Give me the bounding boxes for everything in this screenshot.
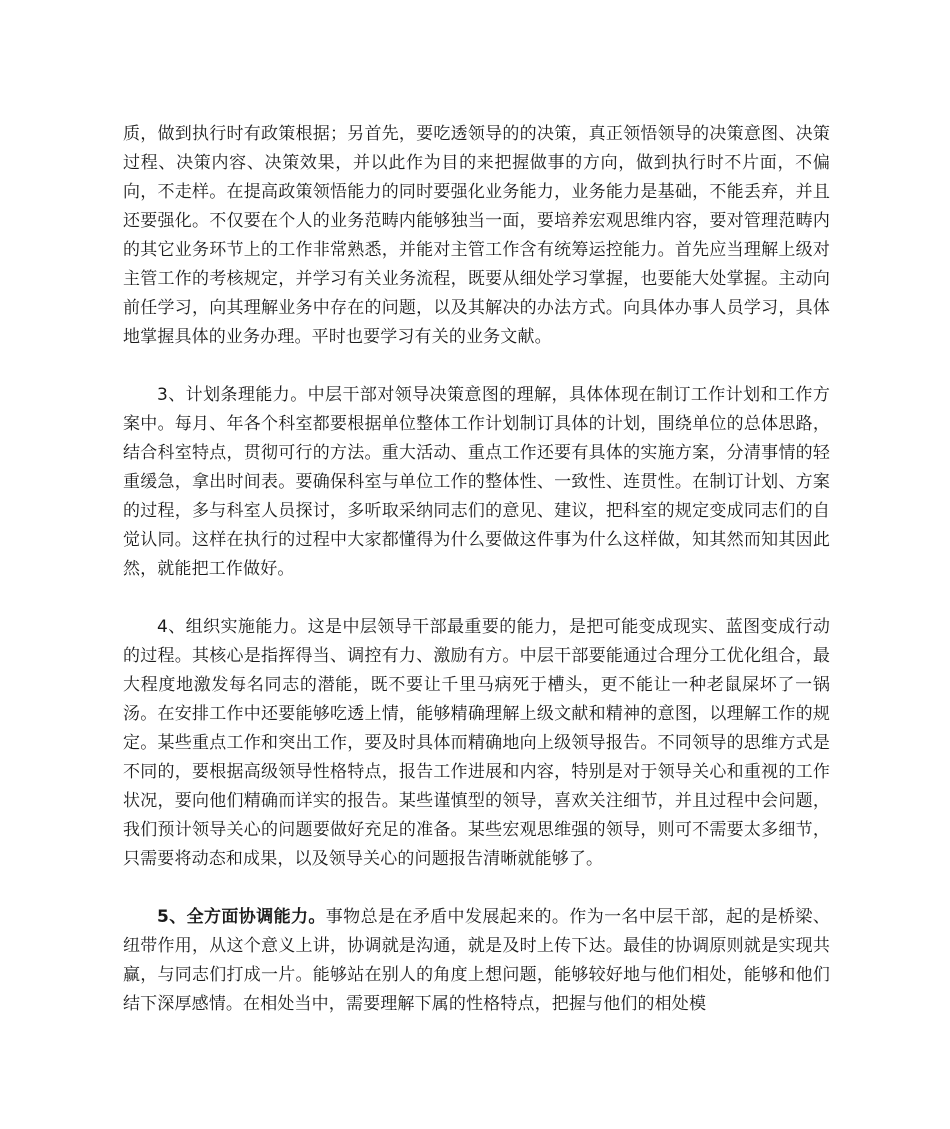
section-heading: 5、全方面协调能力。	[157, 907, 326, 927]
paragraph-continuation: 质，做到执行时有政策根据；另首先，要吃透领导的的决策，真正领悟领导的决策意图、决策过程、决策内容、决策效果，并以此作为目的来把握做事的方向，做到执行时不片面，不偏向，不走样。在提高政策领悟能力的同时要强化业务能力，业务能力是基础，不能丢弃，并且还要强化。不仅要在个人的业务范畴内能够独当一面，要培养宏观思维内容，要对管理范畴内的其它业务环节上的工作非常熟悉，并能对主管工作含有统筹运控能力。首先应当理解上级对主管工作的考核规定，并学习有关业务流程，既要从细处学习掌握，也要能大处掌握。主动向前任学习，向其理解业务中存在的问题，以及其解决的办法方式。向具体办事人员学习，具体地掌握具体的业务办理。平时也要学习有关的业务文献。	[123, 124, 830, 347]
paragraph-coordination-ability	[123, 903, 830, 1019]
paragraph-body: 事物总是在矛盾中发展起来的。作为一名中层干部，起的是桥梁、纽带作用，从这个意义上讲，协调就是沟通，就是及时上传下达。最佳的协调原则就是实现共赢，与同志们打成一片。能够站在别人的角度上想问题，能够较好地与他们相处，能够和他们结下深厚感情。在相处当中，需要理解下属的性格特点，把握与他们的相处模	[123, 907, 830, 1014]
paragraph-implementation-ability: 4、组织实施能力。这是中层领导干部最重要的能力，是把可能变成现实、蓝图变成行动的过程。其核心是指挥得当、调控有力、激励有方。中层干部要能通过合理分工优化组合，最大程度地激发每名同志的潜能，既不要让千里马病死于槽头，更不能让一种老鼠屎坏了一锅汤。在安排工作中还要能够吃透上情，能够精确理解上级文献和精神的意图，以理解工作的规定。某些重点工作和突出工作，要及时具体而精确地向上级领导报告。不同领导的思维方式是不同的，要根据高级领导性格特点，报告工作进展和内容，特别是对于领导关心和重视的工作状况，要向他们精确而详实的报告。某些谨慎型的领导，喜欢关注细节，并且过程中会问题，我们预计领导关心的问题要做好充足的准备。某些宏观思维强的领导，则可不需要太多细节，只需要将动态和成果，以及领导关心的问题报告清晰就能够了。	[123, 617, 830, 869]
paragraph-planning-ability: 3、计划条理能力。中层干部对领导决策意图的理解，具体体现在制订工作计划和工作方案中。每月、年各个科室都要根据单位整体工作计划制订具体的计划，围绕单位的总体思路，结合科室特点，贯彻可行的方法。重大活动、重点工作还要有具体的实施方案，分清事情的轻重缓急，拿出时间表。要确保科室与单位工作的整体性、一致性、连贯性。在制订计划、方案的过程，多与科室人员探讨，多听取采纳同志们的意见、建议，把科室的规定变成同志们的自觉认同。这样在执行的过程中大家都懂得为什么要做这件事为什么这样做，知其然而知其因此然，就能把工作做好。	[123, 385, 830, 579]
document-page	[123, 120, 830, 1019]
